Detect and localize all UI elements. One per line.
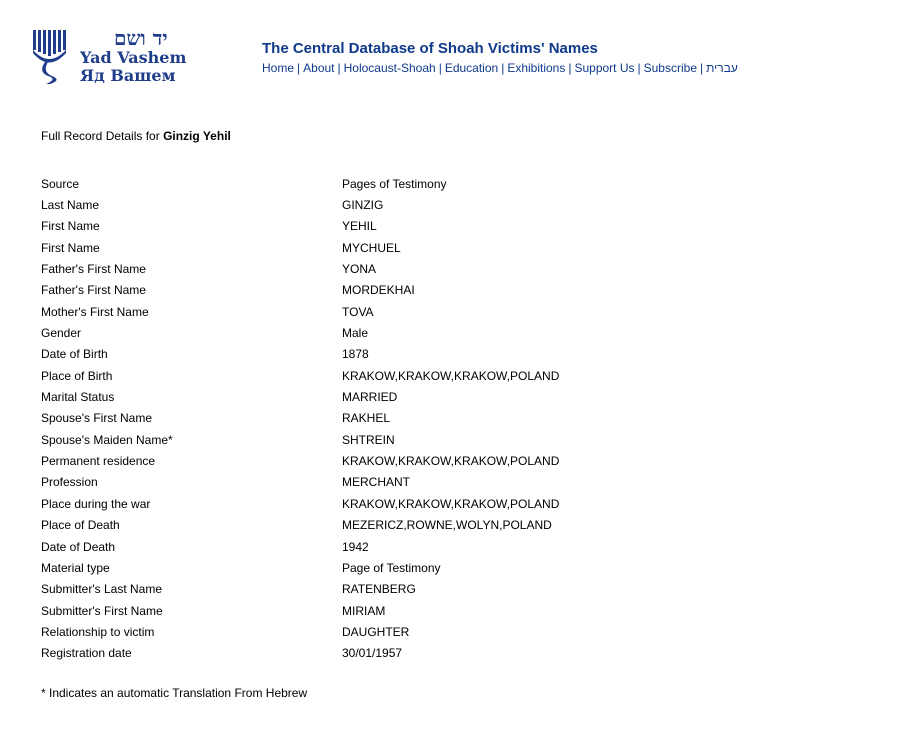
field-label: Spouse's Maiden Name* xyxy=(41,432,173,447)
field-label: Father's First Name xyxy=(41,262,146,277)
nav-separator: | xyxy=(438,61,442,75)
nav-education-link[interactable]: Education xyxy=(444,61,499,75)
field-row xyxy=(41,408,641,429)
field-label: First Name xyxy=(41,219,100,234)
nav-separator: | xyxy=(700,61,704,75)
field-label: Father's First Name xyxy=(41,283,146,298)
field-row xyxy=(41,194,641,215)
record-heading-name: Ginzig Yehil xyxy=(163,129,231,143)
field-row xyxy=(41,472,641,493)
nav-separator: | xyxy=(637,61,641,75)
nav-hebrew-link[interactable]: עברית xyxy=(706,61,738,75)
field-row xyxy=(41,173,641,194)
field-label: Date of Death xyxy=(41,539,116,554)
field-label: Material type xyxy=(41,560,110,575)
field-value: MYCHUEL xyxy=(342,240,401,255)
yad-vashem-logo[interactable] xyxy=(32,26,187,88)
field-label: Gender xyxy=(41,326,82,341)
field-value: MORDEKHAI xyxy=(342,283,415,298)
field-label: Submitter's Last Name xyxy=(41,582,163,597)
field-label: Relationship to victim xyxy=(41,624,155,639)
nav-separator: | xyxy=(297,61,301,75)
field-value: Male xyxy=(342,326,369,341)
field-label: Profession xyxy=(41,475,98,490)
field-row xyxy=(41,344,641,365)
field-row xyxy=(41,450,641,471)
field-label: Last Name xyxy=(41,198,100,213)
field-label: Spouse's First Name xyxy=(41,411,152,426)
field-label: First Name xyxy=(41,240,100,255)
field-value: YONA xyxy=(342,262,377,277)
field-value: MARRIED xyxy=(342,390,398,405)
record-heading-prefix: Full Record Details for xyxy=(41,129,160,143)
field-label: Marital Status xyxy=(41,390,115,405)
field-value: SHTREIN xyxy=(342,432,395,447)
logo-latin-text: Yad Vashem xyxy=(80,48,187,67)
nav-subscribe-link[interactable]: Subscribe xyxy=(643,61,697,75)
field-row xyxy=(41,322,641,343)
nav-holocaust-shoah-link[interactable]: Holocaust-Shoah xyxy=(343,61,436,75)
field-row xyxy=(41,600,641,621)
field-value: 1878 xyxy=(342,347,369,362)
field-row xyxy=(41,621,641,642)
field-row xyxy=(41,386,641,407)
field-value: YEHIL xyxy=(342,219,377,234)
record-details-table xyxy=(41,173,641,664)
field-value: TOVA xyxy=(342,304,374,319)
translation-footnote: * Indicates an automatic Translation From Hebrew xyxy=(41,686,308,700)
field-row xyxy=(41,280,641,301)
field-row xyxy=(41,258,641,279)
nav-separator: | xyxy=(337,61,341,75)
field-row xyxy=(41,365,641,386)
field-label: Place during the war xyxy=(41,496,151,511)
field-value: Pages of Testimony xyxy=(342,176,447,191)
nav-home-link[interactable]: Home xyxy=(262,61,295,75)
logo-cyrillic-text: Яд Вашем xyxy=(80,66,176,85)
field-value: KRAKOW,KRAKOW,KRAKOW,POLAND xyxy=(342,496,560,511)
field-row xyxy=(41,557,641,578)
field-value: Page of Testimony xyxy=(342,560,441,575)
top-nav xyxy=(262,61,738,75)
field-value: MIRIAM xyxy=(342,603,386,618)
field-value: RATENBERG xyxy=(342,582,416,597)
field-value: KRAKOW,KRAKOW,KRAKOW,POLAND xyxy=(342,368,560,383)
field-row xyxy=(41,216,641,237)
field-label: Place of Birth xyxy=(41,368,113,383)
field-row xyxy=(41,429,641,450)
nav-separator: | xyxy=(501,61,505,75)
field-row xyxy=(41,643,641,664)
field-label: Place of Death xyxy=(41,518,120,533)
field-value: KRAKOW,KRAKOW,KRAKOW,POLAND xyxy=(342,454,560,469)
field-label: Mother's First Name xyxy=(41,304,149,319)
record-heading xyxy=(41,129,231,143)
field-row xyxy=(41,579,641,600)
field-label: Source xyxy=(41,176,80,191)
field-row xyxy=(41,515,641,536)
field-row xyxy=(41,536,641,557)
field-value: RAKHEL xyxy=(342,411,391,426)
field-value: MEZERICZ,ROWNE,WOLYN,POLAND xyxy=(342,518,552,533)
field-value: GINZIG xyxy=(342,198,384,213)
field-value: 1942 xyxy=(342,539,369,554)
nav-about-link[interactable]: About xyxy=(303,61,335,75)
field-label: Submitter's First Name xyxy=(41,603,163,618)
nav-separator: | xyxy=(568,61,572,75)
field-row xyxy=(41,237,641,258)
menorah-icon xyxy=(32,28,66,84)
nav-exhibitions-link[interactable]: Exhibitions xyxy=(507,61,566,75)
field-label: Date of Birth xyxy=(41,347,108,362)
field-row xyxy=(41,301,641,322)
field-row xyxy=(41,493,641,514)
logo-hebrew-text: יד ושם xyxy=(114,26,168,50)
nav-support-us-link[interactable]: Support Us xyxy=(574,61,635,75)
field-value: DAUGHTER xyxy=(342,624,410,639)
site-title: The Central Database of Shoah Victims' Names xyxy=(262,40,598,57)
field-label: Permanent residence xyxy=(41,454,156,469)
field-value: MERCHANT xyxy=(342,475,410,490)
field-value: 30/01/1957 xyxy=(342,646,403,661)
field-label: Registration date xyxy=(41,646,132,661)
